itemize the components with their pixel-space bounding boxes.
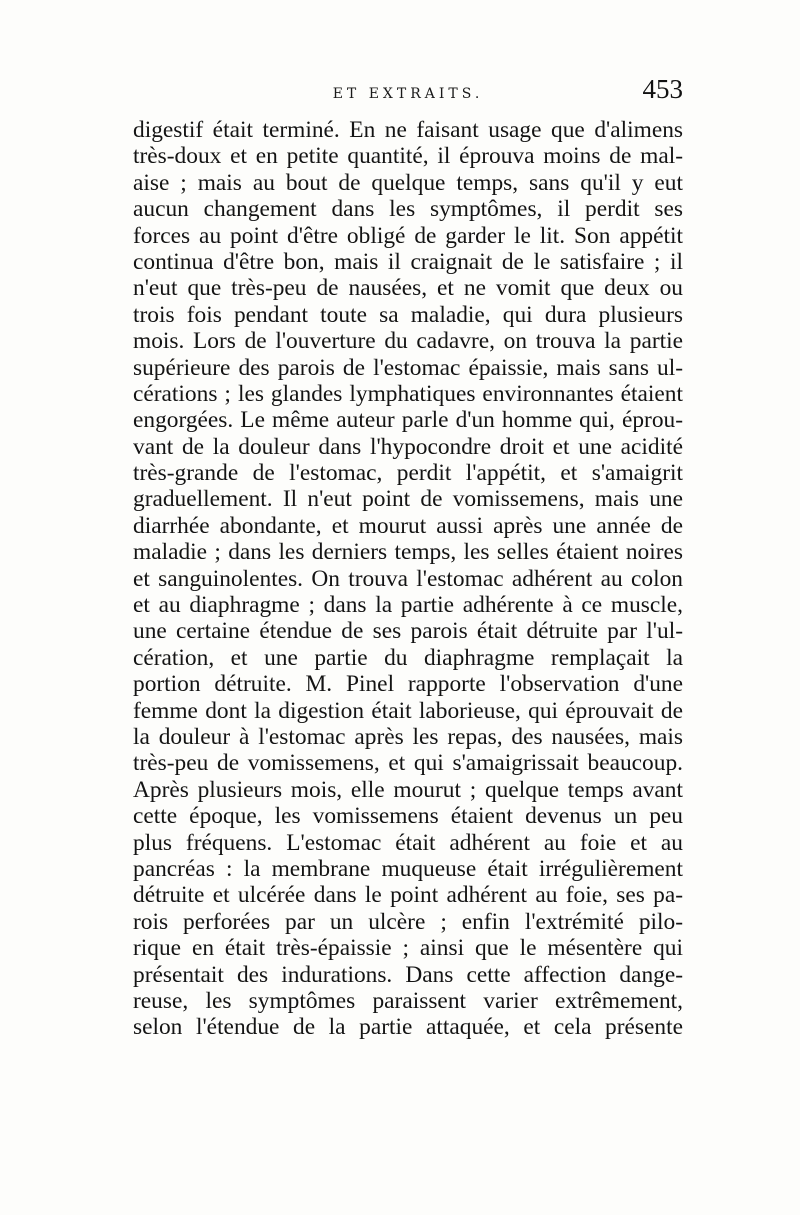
- text-line: cette époque, les vomissemens étaient devenus un peu: [133, 803, 683, 830]
- text-line: diarrhée abondante, et mourut aussi après une année de: [133, 512, 683, 539]
- body-text: [133, 117, 683, 1041]
- text-line: engorgées. Le même auteur parle d'un homme qui, éprou-: [133, 407, 683, 434]
- text-line: la douleur à l'estomac après les repas, des nausées, mais: [133, 723, 683, 750]
- text-line: maladie ; dans les derniers temps, les selles étaient noires: [133, 539, 683, 566]
- text-line: Après plusieurs mois, elle mourut ; quelque temps avant: [133, 776, 683, 803]
- text-line: digestif était terminé. En ne faisant usage que d'alimens: [133, 117, 683, 143]
- text-line: n'eut que très-peu de nausées, et ne vomit que deux ou: [133, 275, 683, 302]
- text-line: très-doux et en petite quantité, il éprouva moins de mal-: [133, 143, 683, 170]
- text-line: plus fréquens. L'estomac était adhérent au foie et au: [133, 829, 683, 856]
- text-line: très-peu de vomissemens, et qui s'amaigrissait beaucoup.: [133, 750, 683, 777]
- text-line: pancréas : la membrane muqueuse était irrégulièrement: [133, 855, 683, 882]
- text-line: rique en était très-épaissie ; ainsi que le mésentère qui: [133, 935, 683, 962]
- running-title: ET EXTRAITS.: [332, 86, 484, 102]
- text-line: supérieure des parois de l'estomac épaissie, mais sans ul-: [133, 354, 683, 381]
- text-line: très-grande de l'estomac, perdit l'appétit, et s'amaigrit: [133, 460, 683, 487]
- text-line: et au diaphragme ; dans la partie adhérente à ce muscle,: [133, 592, 683, 619]
- text-line: forces au point d'être obligé de garder le lit. Son appétit: [133, 222, 683, 249]
- text-line: cérations ; les glandes lymphatiques environnantes étaient: [133, 380, 683, 407]
- text-line: et sanguinolentes. On trouva l'estomac adhérent au colon: [133, 565, 683, 592]
- text-line: aise ; mais au bout de quelque temps, sans qu'il y eut: [133, 169, 683, 196]
- text-line: selon l'étendue de la partie attaquée, et cela présente: [133, 1014, 683, 1041]
- text-line: graduellement. Il n'eut point de vomissemens, mais une: [133, 486, 683, 513]
- text-line: vant de la douleur dans l'hypocondre droit et une acidité: [133, 433, 683, 460]
- text-line: continua d'être bon, mais il craignait de le satisfaire ; il: [133, 248, 683, 275]
- text-line: aucun changement dans les symptômes, il perdit ses: [133, 196, 683, 223]
- text-line: détruite et ulcérée dans le point adhérent au foie, ses pa-: [133, 882, 683, 909]
- text-line: présentait des indurations. Dans cette affection dange-: [133, 961, 683, 988]
- text-line: une certaine étendue de ses parois était détruite par l'ul-: [133, 618, 683, 645]
- running-head: [133, 74, 683, 114]
- text-line: reuse, les symptômes paraissent varier extrêmement,: [133, 987, 683, 1014]
- text-line: cération, et une partie du diaphragme remplaçait la: [133, 644, 683, 671]
- text-line: trois fois pendant toute sa maladie, qui dura plusieurs: [133, 301, 683, 328]
- text-line: femme dont la digestion était laborieuse, qui éprouvait de: [133, 697, 683, 724]
- page-number: 453: [642, 74, 683, 104]
- text-line: portion détruite. M. Pinel rapporte l'observation d'une: [133, 671, 683, 698]
- text-line: mois. Lors de l'ouverture du cadavre, on trouva la partie: [133, 328, 683, 355]
- text-line: rois perforées par un ulcère ; enfin l'extrémité pilo-: [133, 908, 683, 935]
